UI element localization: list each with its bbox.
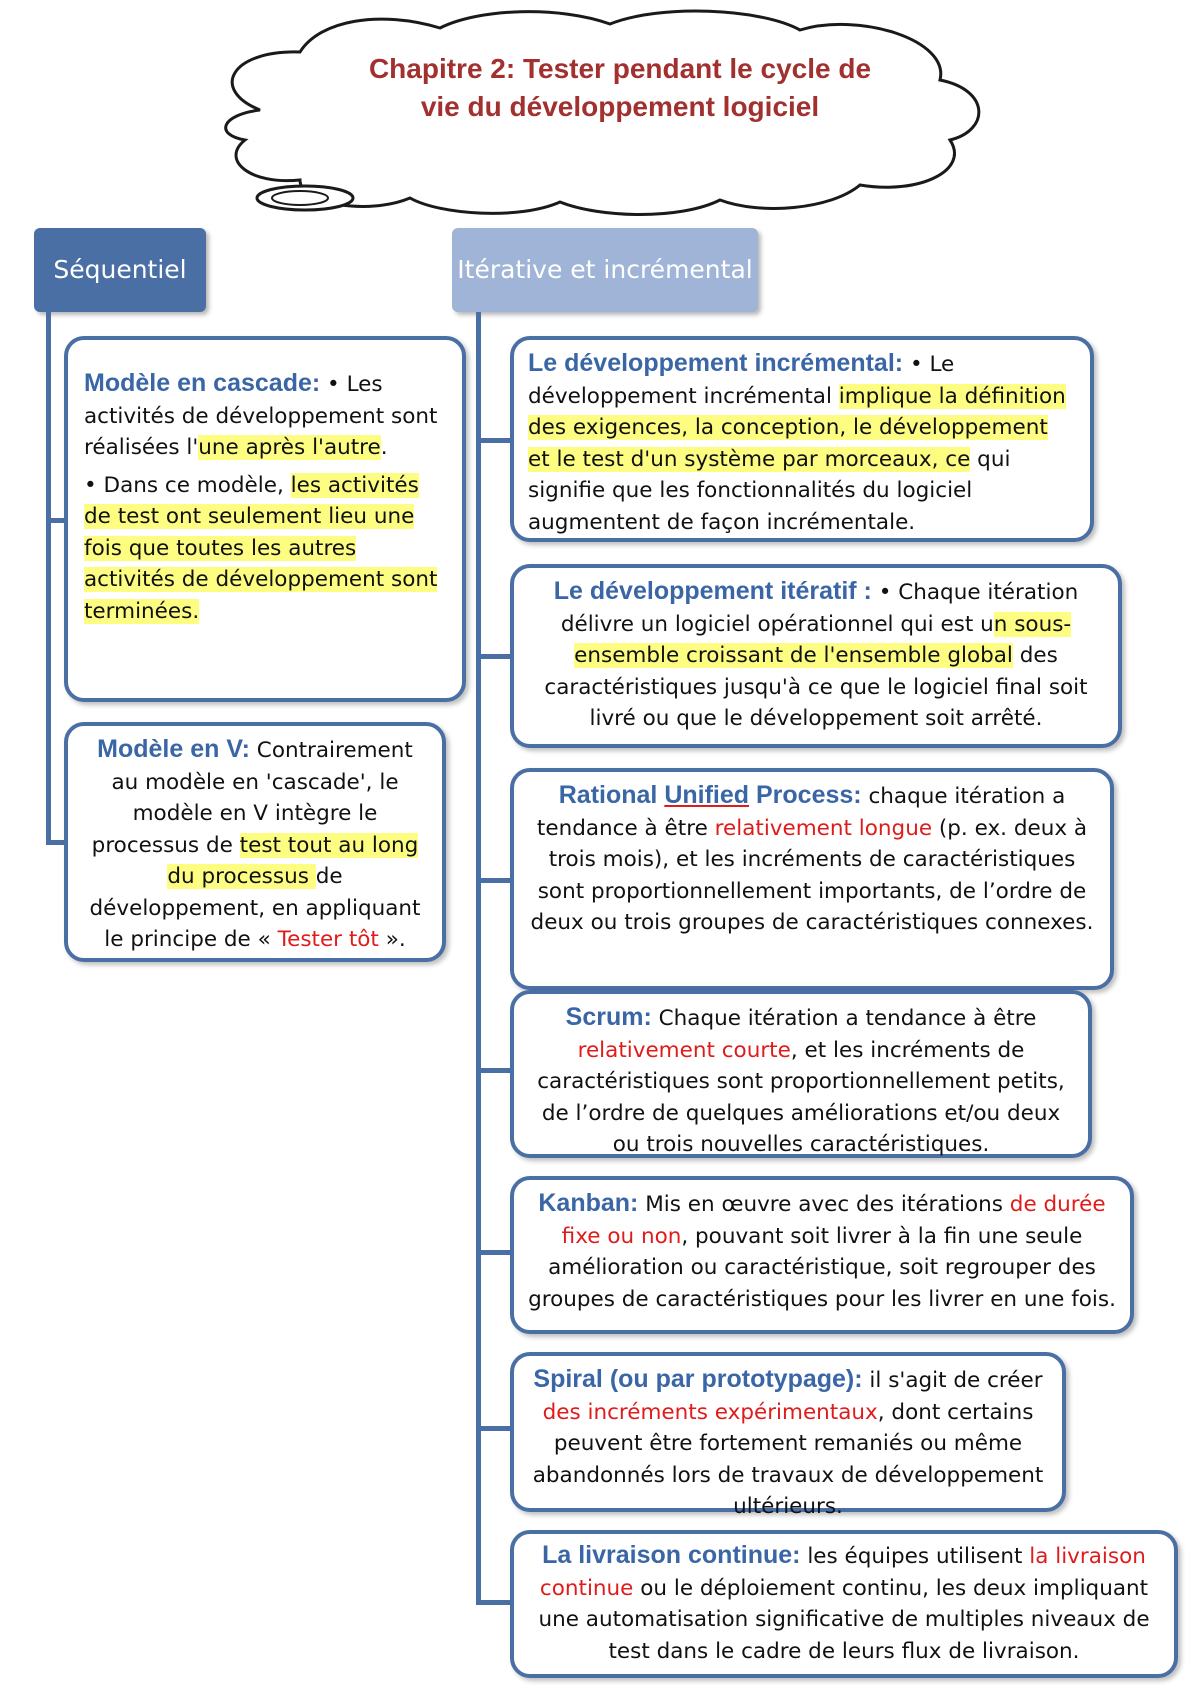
- connector-continuous: [476, 1600, 510, 1605]
- sequential-spine: [46, 312, 51, 844]
- continuous-red-text: la livraison continue: [539, 1544, 1146, 1601]
- sequential-header: Séquentiel: [34, 228, 206, 312]
- cascade-highlight-2: les activités de test ont seulement lieu une fois que toutes les autres activités de développement sont terminées.: [84, 472, 438, 624]
- spiral-title: Spiral (ou par prototypage):: [533, 1365, 863, 1393]
- connector-incremental: [476, 438, 510, 443]
- iterative-spine: [476, 312, 481, 1604]
- scrum-title: Scrum:: [565, 1003, 652, 1031]
- incremental-development-box: [510, 336, 1094, 542]
- cascade-title: Modèle en cascade:: [84, 369, 321, 397]
- v-model-highlight: test tout au long du processus: [167, 832, 419, 889]
- spiral-red-text: des incréments expérimentaux: [542, 1399, 878, 1425]
- rup-box: [510, 768, 1114, 990]
- rup-title: Rational Unified Process:: [558, 781, 862, 809]
- rup-text: Rational Unified Process: chaque itération a tendance à être relativement longue (p. ex. deux à trois mois), et les incréments de caractéristiques sont proportionnellement importants, de l’ordre de deux ou trois groupes de caractéristiques connexes.: [530, 781, 1094, 935]
- cascade-paragraph-1: Modèle en cascade: • Les activités de développement sont réalisées l'une après l'autre.: [84, 369, 438, 460]
- incremental-title: Le développement incrémental:: [528, 349, 904, 377]
- connector-rup: [476, 878, 510, 883]
- kanban-red-text: de durée fixe ou non: [561, 1192, 1106, 1249]
- continuous-title: La livraison continue:: [542, 1541, 801, 1569]
- v-model-red-text: Tester tôt: [277, 927, 379, 952]
- cascade-model-box: [64, 336, 466, 702]
- page-title: Chapitre 2: Tester pendant le cycle de vie du développement logiciel: [368, 53, 872, 122]
- v-model-title: Modèle en V:: [97, 735, 250, 763]
- cascade-paragraph-2: • Dans ce modèle, les activités de test ont seulement lieu une fois que toutes les autres activités de développement sont terminées.: [84, 472, 438, 624]
- spiral-box: [510, 1352, 1066, 1519]
- kanban-box: [510, 1176, 1134, 1334]
- iterative-highlight: n sous-ensemble croissant de l'ensemble global: [574, 611, 1072, 668]
- cascade-highlight-1: une après l'autre: [198, 435, 381, 460]
- connector-iterative: [476, 654, 510, 659]
- incremental-highlight: implique la définition des exigences, la conception, le développement et le test d'un système par morceaux, ce: [528, 383, 1066, 472]
- kanban-text: Kanban: Mis en œuvre avec des itérations de durée fixe ou non, pouvant soit livrer à la fin une seule amélioration ou caractéristique, soit regrouper des groupes de caractéristiques pour les livrer en une fois.: [528, 1189, 1116, 1312]
- incremental-text: Le développement incrémental: • Le développement incrémental implique la définition des exigences, la conception, le développement et le test d'un système par morceaux, ce qui signifie que les fonctionnalités du logiciel augmentent de façon incrémentale.: [528, 349, 1066, 535]
- iterative-development-box: [510, 564, 1122, 748]
- connector-v-model: [46, 840, 66, 845]
- spiral-text: Spiral (ou par prototypage): il s'agit de créer des incréments expérimentaux, dont certains peuvent être fortement remaniés ou même abandonnés lors de travaux de développement ultérieurs.: [532, 1365, 1044, 1519]
- scrum-text: Scrum: Chaque itération a tendance à être relativement courte, et les incréments de caractéristiques sont proportionnellement petits, de l’ordre de quelques améliorations et/ou deux ou trois nouvelles caractéristiques.: [537, 1003, 1065, 1157]
- scrum-red-text: relativement courte: [577, 1037, 791, 1063]
- iterative-text: Le développement itératif : • Chaque itération délivre un logiciel opérationnel qui est un sous-ensemble croissant de l'ensemble global des caractéristiques jusqu'à ce que le logiciel final soit livré ou que le développement soit arrêté.: [544, 577, 1088, 731]
- rup-red-text: relativement longue: [714, 815, 933, 841]
- iterative-title: Le développement itératif :: [553, 577, 872, 605]
- v-model-box: [64, 722, 446, 962]
- connector-spiral: [476, 1426, 510, 1431]
- iterative-header: Itérative et incrémental: [452, 228, 758, 312]
- continuous-delivery-box: [510, 1530, 1178, 1678]
- connector-cascade: [46, 518, 66, 523]
- scrum-box: [510, 990, 1092, 1158]
- kanban-title: Kanban:: [538, 1189, 639, 1217]
- continuous-text: La livraison continue: les équipes utilisent la livraison continue ou le déploiement continu, les deux impliquant une automatisation significative de multiples niveaux de test dans le cadre de leurs flux de livraison.: [538, 1541, 1150, 1664]
- v-model-text: Modèle en V: Contrairement au modèle en 'cascade', le modèle en V intègre le processus de test tout au long du processus de développement, en appliquant le principe de « Tester tôt ».: [89, 735, 421, 952]
- connector-scrum: [476, 1068, 510, 1073]
- connector-kanban: [476, 1250, 510, 1255]
